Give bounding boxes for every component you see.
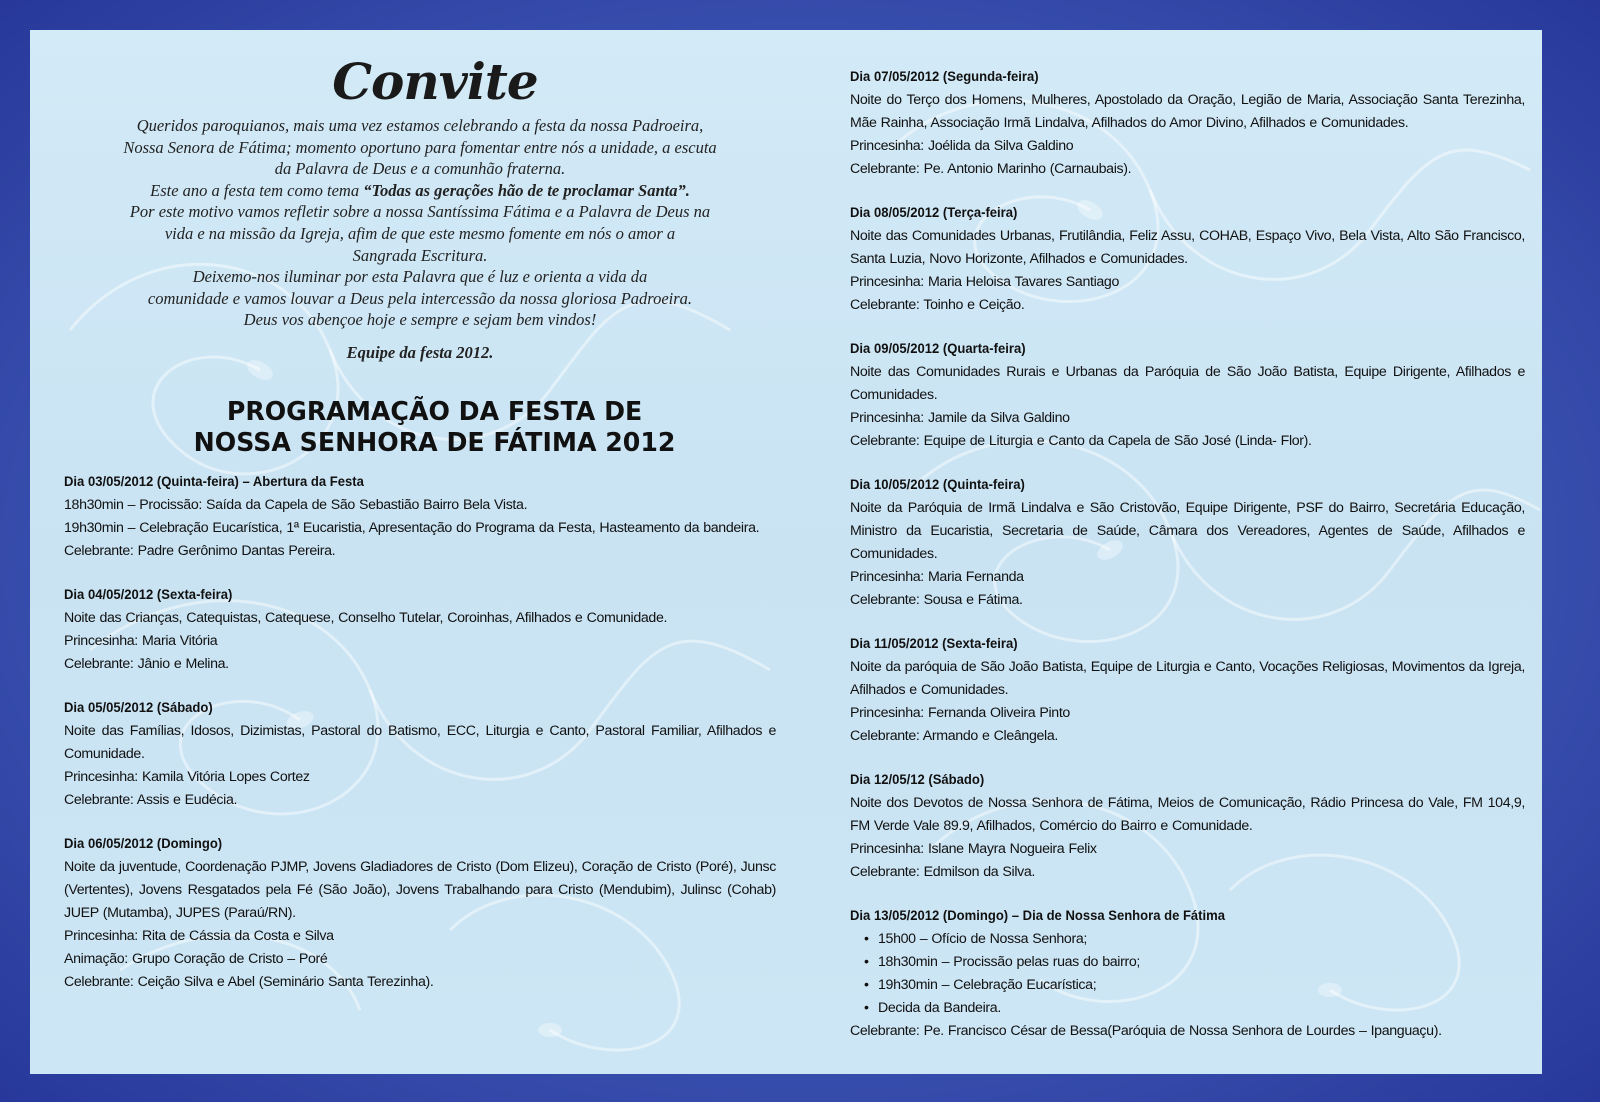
day-block [64, 697, 776, 812]
day-line: Noite das Comunidades Rurais e Urbanas da Paróquia de São João Batista, Equipe Dirigente, Afilhados e Comunidades. [850, 364, 1525, 403]
day-princess: Princesinha: Fernanda Oliveira Pinto [850, 705, 1070, 721]
day-line: Noite da paróquia de São João Batista, Equipe de Liturgia e Canto, Vocações Religiosas, Movimentos da Igreja, Afilhados e Comunidades. [850, 659, 1525, 698]
schedule-item: • 18h30min – Procissão pelas ruas do bairro; [878, 951, 1525, 974]
day-line: Noite do Terço dos Homens, Mulheres, Apostolado da Oração, Legião de Maria, Associação Santa Terezinha, Mãe Rainha, Associação Irmã Lindalva, Afilhados do Amor Divino, Afilhados e Comunidades. [850, 92, 1525, 131]
invite-line: Por este motivo vamos refletir sobre a nossa Santíssima Fátima e a Palavra de Deus na [129, 202, 711, 222]
day-block [850, 474, 1525, 612]
day-heading: Dia 08/05/2012 (Terça-feira) [850, 205, 1018, 221]
day-celebrant: Celebrante: Pe. Antonio Marinho (Carnaubais). [850, 161, 1132, 177]
day-celebrant: Celebrante: Padre Gerônimo Dantas Pereira. [64, 542, 336, 559]
program-title-line1: PROGRAMAÇÃO DA FESTA DE [226, 396, 643, 427]
day-princess: Princesinha: Islane Mayra Nogueira Felix [850, 841, 1097, 857]
program-title [75, 397, 766, 459]
day-princess: Princesinha: Maria Fernanda [850, 569, 1024, 585]
day-block [850, 202, 1525, 317]
day-celebrant: Celebrante: Ceição Silva e Abel (Seminário Santa Terezinha). [64, 973, 434, 990]
invite-line: vida e na missão da Igreja, afim de que este mesmo fomente em nós o amor a [164, 223, 676, 243]
day-line: Noite das Crianças, Catequistas, Catequese, Conselho Tutelar, Coroinhas, Afilhados e Comunidade. [64, 609, 668, 626]
day-heading: Dia 05/05/2012 (Sábado) [64, 699, 213, 716]
invite-line: Este ano a festa tem como tema “Todas as gerações hão de te proclamar Santa”. [150, 180, 690, 200]
day-line: 18h30min – Procissão: Saída da Capela de São Sebastião Bairro Bela Vista. [64, 496, 528, 513]
left-column [64, 52, 776, 1015]
festival-theme: “Todas as gerações hão de te proclamar Santa”. [363, 180, 690, 200]
invite-line: Sangrada Escritura. [352, 245, 488, 265]
day-heading: Dia 09/05/2012 (Quarta-feira) [850, 341, 1026, 357]
day-block [850, 338, 1525, 453]
day-line: Noite dos Devotos de Nossa Senhora de Fátima, Meios de Comunicação, Rádio Princesa do Vale, FM 104,9, FM Verde Vale 89.9, Afilhados, Comércio do Bairro e Comunidade. [850, 795, 1525, 834]
day-block [850, 633, 1525, 748]
day-block [850, 66, 1525, 181]
day-block [64, 833, 776, 994]
day-celebrant: Celebrante: Assis e Eudécia. [64, 791, 238, 808]
day-princess: Princesinha: Joélida da Silva Galdino [850, 138, 1074, 154]
day-celebrant: Celebrante: Sousa e Fátima. [850, 592, 1023, 608]
day-princess: Princesinha: Kamila Vitória Lopes Cortez [64, 768, 310, 785]
final-day-schedule [850, 928, 1525, 1020]
invite-title: Convite [332, 52, 538, 111]
day-celebrant: Celebrante: Equipe de Liturgia e Canto da Capela de São José (Linda- Flor). [850, 433, 1312, 449]
day-princess: Princesinha: Maria Vitória [64, 632, 218, 649]
day-heading: Dia 13/05/2012 (Domingo) – Dia de Nossa Senhora de Fátima [850, 908, 1226, 924]
invite-line: Nossa Senora de Fátima; momento oportuno para fomentar entre nós a unidade, a escuta [123, 137, 717, 157]
day-line: Noite das Comunidades Urbanas, Frutilândia, Feliz Assu, COHAB, Espaço Vivo, Bela Vista, Alto São Francisco, Santa Luzia, Novo Horizonte, Afilhados e Comunidades. [850, 228, 1525, 267]
invite-line: Queridos paroquianos, mais uma vez estamos celebrando a festa da nossa Padroeira, [136, 116, 704, 135]
invite-paragraph [64, 115, 776, 331]
day-heading: Dia 12/05/12 (Sábado) [850, 772, 985, 788]
day-princess: Princesinha: Maria Heloisa Tavares Santiago [850, 274, 1120, 290]
day-block [64, 584, 776, 676]
invite-line: Deus vos abençoe hoje e sempre e sejam bem vindos! [243, 310, 597, 330]
day-block [64, 471, 776, 563]
day-line: Noite das Famílias, Idosos, Dizimistas, Pastoral do Batismo, ECC, Liturgia e Canto, Pastoral Familiar, Afilhados e Comunidade. [64, 722, 776, 762]
invite-line: da Palavra de Deus e a comunhão fraterna. [274, 159, 566, 179]
day-princess: Princesinha: Jamile da Silva Galdino [850, 410, 1070, 426]
day-celebrant: Celebrante: Edmilson da Silva. [850, 864, 1035, 880]
day-heading: Dia 04/05/2012 (Sexta-feira) [64, 586, 233, 603]
day-block [850, 769, 1525, 884]
day-celebrant: Celebrante: Pe. Francisco César de Bessa(Paróquia de Nossa Senhora de Lourdes – Ipanguaçu). [850, 1023, 1442, 1039]
day-heading: Dia 11/05/2012 (Sexta-feira) [850, 636, 1018, 652]
day-heading: Dia 06/05/2012 (Domingo) [64, 835, 223, 852]
day-celebrant: Celebrante: Armando e Cleângela. [850, 728, 1058, 744]
day-block-final [850, 905, 1525, 1043]
day-line: 19h30min – Celebração Eucarística, 1ª Eucaristia, Apresentação do Programa da Festa, Hasteamento da bandeira. [64, 519, 760, 536]
day-celebrant: Celebrante: Jânio e Melina. [64, 655, 229, 672]
day-celebrant: Celebrante: Toinho e Ceição. [850, 297, 1025, 313]
right-column [850, 66, 1525, 1064]
schedule-item: • Decida da Bandeira. [878, 997, 1525, 1020]
program-title-line2: NOSSA SENHORA DE FÁTIMA 2012 [193, 427, 676, 458]
day-animation: Animação: Grupo Coração de Cristo – Poré [64, 950, 328, 967]
invite-signature: Equipe da festa 2012. [346, 342, 494, 362]
day-princess: Princesinha: Rita de Cássia da Costa e Silva [64, 927, 334, 944]
schedule-item: • 15h00 – Ofício de Nossa Senhora; [878, 928, 1525, 951]
day-heading: Dia 10/05/2012 (Quinta-feira) [850, 477, 1025, 493]
day-line: Noite da Paróquia de Irmã Lindalva e São Cristovão, Equipe Dirigente, PSF do Bairro, Secretária Educação, Ministro da Eucaristia, Secretaria de Saúde, Câmara dos Vereadores, Agentes de Saúde, Afilhados e Comunidades. [850, 500, 1525, 562]
day-line: Noite da juventude, Coordenação PJMP, Jovens Gladiadores de Cristo (Dom Elizeu), Coração de Cristo (Poré), Junsc (Vertentes), Jovens Resgatados pela Fé (São João), Jovens Trabalhando para Cristo (Mendubim), Julinsc (Cohab) JUEP (Mutamba), JUPES (Paraú/RN). [64, 858, 776, 921]
invitation-sheet [30, 30, 1542, 1074]
schedule-item: • 19h30min – Celebração Eucarística; [878, 974, 1525, 997]
invite-line: Deixemo-nos iluminar por esta Palavra que é luz e orienta a vida da [192, 267, 648, 287]
invite-line: comunidade e vamos louvar a Deus pela intercessão da nossa gloriosa Padroeira. [147, 288, 693, 308]
day-heading: Dia 03/05/2012 (Quinta-feira) – Abertura da Festa [64, 473, 364, 490]
day-heading: Dia 07/05/2012 (Segunda-feira) [850, 69, 1039, 85]
